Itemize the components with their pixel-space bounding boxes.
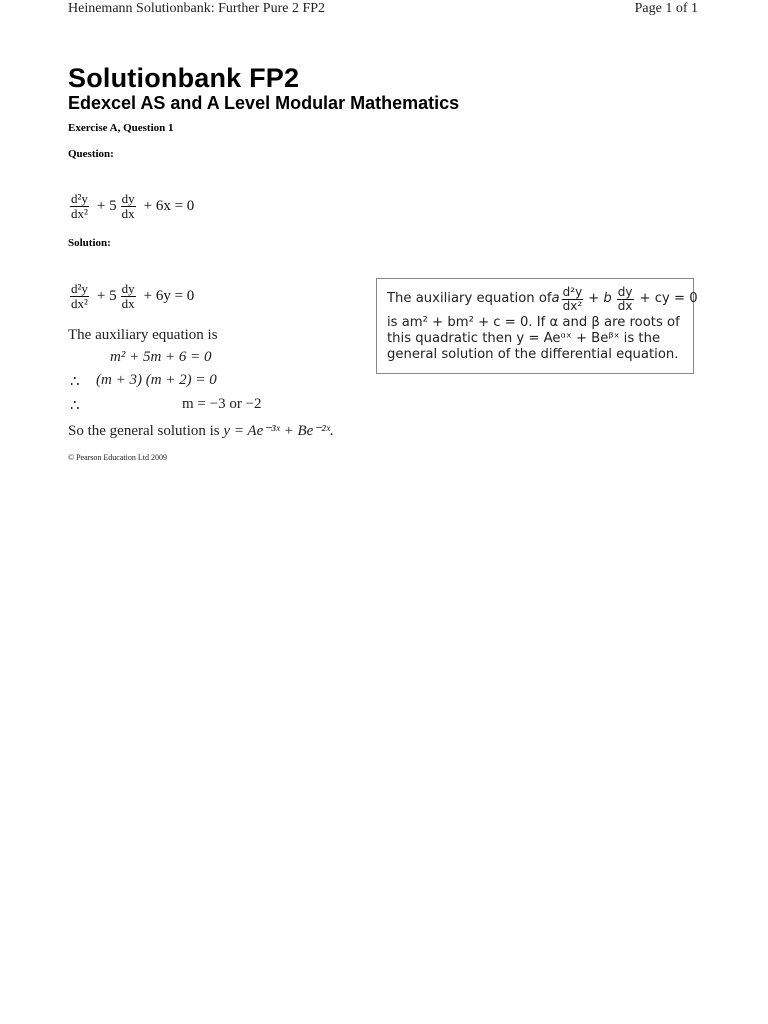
solution-roots: m = −3 or −2 — [182, 396, 262, 412]
hint-line-3: this quadratic then y = Aeᵅˣ + Beᵝˣ is the — [387, 331, 661, 346]
page-number: Page 1 of 1 — [634, 1, 698, 16]
hint-line-2: is am² + bm² + c = 0. If α and β are roots of — [387, 315, 680, 330]
fraction-d2y-dx2: $\frac{\text{d²y}}{\text{dx²}}$ — [562, 284, 583, 313]
solution-general: So the general solution is y = Ae⁻³ˣ + Be⁻²ˣ. — [68, 423, 334, 439]
question-equation: $\frac{\text{d²y}}{\text{dx²}}$ + 5 $\frac{dy}{dx}$ + 6x = 0 — [71, 191, 195, 221]
question-label: Question: — [68, 148, 114, 160]
hint-line-4: general solution of the differential equation. — [387, 347, 679, 362]
running-head-left: Heinemann Solutionbank: Further Pure 2 FP2 — [68, 1, 326, 16]
page-subtitle: Edexcel AS and A Level Modular Mathematics — [68, 93, 460, 113]
solution-equation: $\frac{\text{d²y}}{\text{dx²}}$ + 5 $\frac{dy}{dx}$ + 6y = 0 — [71, 281, 195, 311]
exercise-label: Exercise A, Question 1 — [68, 122, 174, 134]
solution-factorised: (m + 3) (m + 2) = 0 — [96, 372, 217, 388]
hint-line-1: The auxiliary equation of a $\frac{\text{d²y}}{\text{dx²}}$ + b $\frac{dy}{dx}$ + cy = 0 — [387, 284, 698, 313]
page-title: Solutionbank FP2 — [68, 63, 300, 93]
hint-box — [376, 278, 698, 374]
solution-aux-line: The auxiliary equation is — [68, 327, 218, 343]
fraction-d2y-dx2: $\frac{\text{d²y}}{\text{dx²}}$ — [71, 281, 88, 311]
fraction-dy-dx: $\frac{dy}{dx}$ — [121, 191, 135, 221]
fraction-dy-dx: $\frac{dy}{dx}$ — [617, 284, 633, 313]
therefore-symbol: ∴ — [70, 398, 80, 414]
solution-label: Solution: — [68, 237, 111, 249]
fraction-dy-dx: $\frac{dy}{dx}$ — [121, 281, 135, 311]
solution-quadratic: m² + 5m + 6 = 0 — [110, 349, 212, 365]
copyright-notice: © Pearson Education Ltd 2009 — [68, 453, 167, 462]
general-solution-formula: y = Ae⁻³ˣ + Be⁻²ˣ. — [223, 423, 334, 439]
therefore-symbol: ∴ — [70, 374, 80, 390]
fraction-d2y-dx2: $\frac{\text{d²y}}{\text{dx²}}$ — [71, 191, 88, 221]
